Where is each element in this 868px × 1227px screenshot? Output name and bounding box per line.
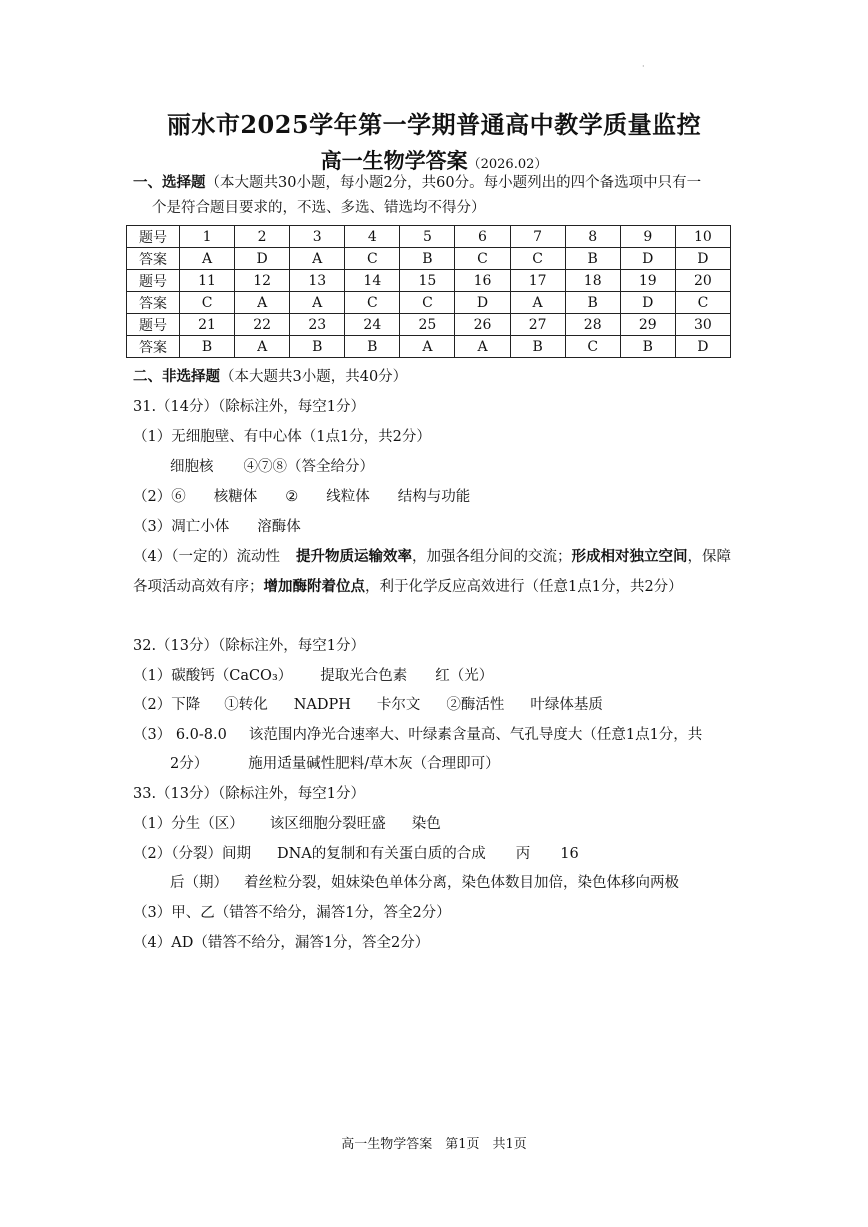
q33-part2-cont xyxy=(170,872,868,894)
row-label-answer: 答案 xyxy=(127,336,180,358)
section2-desc: （本大题共3小题，共40分） xyxy=(220,369,408,385)
row-label-question: 题号 xyxy=(127,314,180,336)
question-number-cell: 17 xyxy=(510,270,565,292)
q31-p4-g: ，利于化学反应高效进行（任意1点1分，共2分） xyxy=(365,579,683,595)
answer-cell: C xyxy=(455,248,510,270)
question-number-cell: 23 xyxy=(290,314,345,336)
q31-p4-c: ，加强各组分间的交流； xyxy=(411,549,572,565)
q33-part4: （4）AD（错答不给分，漏答1分，答全2分） xyxy=(133,935,430,951)
q33-p2e-b: 着丝粒分裂，姐妹染色单体分离，染色体数目加倍，染色体移向两极 xyxy=(244,875,679,891)
question-number-cell: 25 xyxy=(400,314,455,336)
q32-part3-cont xyxy=(170,753,868,775)
q32-p3-c: 2分） xyxy=(170,756,209,772)
q32-p3-a: （3） 6.0-8.0 xyxy=(133,727,227,743)
question-number-cell: 20 xyxy=(675,270,730,292)
question-number-cell: 10 xyxy=(675,226,730,248)
question-number-row xyxy=(127,270,731,292)
section2-intro xyxy=(133,366,853,388)
answer-cell: A xyxy=(290,248,345,270)
q32-p1-c: 红（光） xyxy=(435,668,494,684)
answer-cell: D xyxy=(235,248,290,270)
q33-p2e-a: 后（期） xyxy=(170,875,228,891)
q33-p1-c: 染色 xyxy=(411,816,441,832)
q32-p2-f: 叶绿体基质 xyxy=(530,697,603,713)
q32-p2-a: （2）下降 xyxy=(133,697,201,713)
q32-part1 xyxy=(133,665,853,687)
section1-desc-line2: 个是符合题目要求的，不选、多选、错选均不得分） xyxy=(152,200,486,216)
q32-p3-b: 该范围内净光合速率大、叶绿素含量高、气孔导度大（任意1点1分，共 xyxy=(248,727,703,743)
question-number-cell: 1 xyxy=(180,226,235,248)
section1-heading: 一、选择题 xyxy=(133,174,206,191)
question-number-row xyxy=(127,314,731,336)
answer-cell: C xyxy=(180,292,235,314)
section2-heading: 二、非选择题 xyxy=(133,368,220,385)
answer-cell: A xyxy=(290,292,345,314)
q33-header: 33.（13分）（除标注外，每空1分） xyxy=(133,786,365,802)
answer-cell: D xyxy=(675,248,730,270)
q31-p2-a: （2）⑥ xyxy=(133,489,186,505)
q31-part1-answers xyxy=(170,456,868,478)
q31-p4-d: 形成相对独立空间 xyxy=(571,548,688,565)
q33-p1-b: 该区细胞分裂旺盛 xyxy=(269,816,386,832)
question-number-cell: 6 xyxy=(455,226,510,248)
q31-header: 31.（14分）（除标注外，每空1分） xyxy=(133,399,365,415)
question-number-cell: 5 xyxy=(400,226,455,248)
question-number-cell: 27 xyxy=(510,314,565,336)
q32-p1-a: （1）碳酸钙（CaCO₃） xyxy=(133,668,293,684)
answer-cell: C xyxy=(345,292,400,314)
answer-cell: D xyxy=(675,336,730,358)
question-number-cell: 19 xyxy=(620,270,675,292)
q33-part1 xyxy=(133,813,853,835)
question-number-cell: 4 xyxy=(345,226,400,248)
q31-part2 xyxy=(133,486,853,508)
document-subtitle xyxy=(0,145,868,175)
question-number-cell: 22 xyxy=(235,314,290,336)
answer-cell: A xyxy=(180,248,235,270)
question-number-cell: 28 xyxy=(565,314,620,336)
q33-p1-a: （1）分生（区） xyxy=(133,816,244,832)
answer-cell: B xyxy=(180,336,235,358)
q32-part3 xyxy=(133,724,853,746)
q31-p2-e: 结构与功能 xyxy=(397,489,471,505)
row-label-answer: 答案 xyxy=(127,292,180,314)
question-number-row xyxy=(127,226,731,248)
q31-structures: ④⑦⑧（答全给分） xyxy=(243,459,374,475)
question-number-cell: 8 xyxy=(565,226,620,248)
answer-cell: C xyxy=(565,336,620,358)
question-number-cell: 7 xyxy=(510,226,565,248)
q31-p4-b: 提升物质运输效率 xyxy=(295,548,412,565)
question-number-cell: 26 xyxy=(455,314,510,336)
answer-cell: A xyxy=(235,292,290,314)
subtitle-text: 高一生物学答案 xyxy=(320,148,468,173)
section1-intro xyxy=(133,172,853,194)
answer-cell: B xyxy=(345,336,400,358)
answer-row xyxy=(127,248,731,270)
answer-cell: C xyxy=(675,292,730,314)
answer-cell: B xyxy=(400,248,455,270)
q31-p2-b: 核糖体 xyxy=(213,489,258,505)
answer-cell: B xyxy=(565,292,620,314)
row-label-question: 题号 xyxy=(127,226,180,248)
q31-p4-f: 增加酶附着位点 xyxy=(263,578,365,595)
answer-cell: D xyxy=(620,292,675,314)
q32-header: 32.（13分）（除标注外，每空1分） xyxy=(133,638,365,654)
answer-cell: C xyxy=(510,248,565,270)
question-number-cell: 12 xyxy=(235,270,290,292)
answer-cell: B xyxy=(620,336,675,358)
question-number-cell: 21 xyxy=(180,314,235,336)
q33-part3: （3）甲、乙（错答不给分，漏答1分，答全2分） xyxy=(133,905,451,921)
question-number-cell: 2 xyxy=(235,226,290,248)
q31-part3 xyxy=(133,516,853,538)
page-footer: 高一生物学答案 第1页 共1页 xyxy=(341,1137,527,1152)
scan-dot: · xyxy=(642,62,645,71)
q31-nucleus: 细胞核 xyxy=(170,459,214,475)
question-number-cell: 30 xyxy=(675,314,730,336)
answer-cell: C xyxy=(345,248,400,270)
q32-p2-d: 卡尔文 xyxy=(376,697,421,713)
q31-p4-a: （4）（一定的）流动性 xyxy=(133,549,280,565)
answer-cell: B xyxy=(290,336,345,358)
q32-p1-b: 提取光合色素 xyxy=(320,668,408,684)
q33-p2-a: （2）（分裂）间期 xyxy=(133,846,251,862)
answer-cell: D xyxy=(620,248,675,270)
question-number-cell: 29 xyxy=(620,314,675,336)
q33-part2 xyxy=(133,843,853,865)
row-label-answer: 答案 xyxy=(127,248,180,270)
q32-part2 xyxy=(133,694,853,716)
question-number-cell: 13 xyxy=(290,270,345,292)
q31-p2-d: 线粒体 xyxy=(326,489,370,505)
q32-p3-d: 施用适量碱性肥料/草木灰（合理即可） xyxy=(248,756,500,772)
row-label-question: 题号 xyxy=(127,270,180,292)
answer-row xyxy=(127,336,731,358)
q31-p3-a: （3）凋亡小体 xyxy=(133,519,230,535)
question-number-cell: 16 xyxy=(455,270,510,292)
answer-row xyxy=(127,292,731,314)
q31-p3-b: 溶酶体 xyxy=(257,519,301,535)
answer-cell: A xyxy=(510,292,565,314)
subtitle-date: （2026.02） xyxy=(467,157,548,172)
answer-cell: A xyxy=(455,336,510,358)
answer-cell: A xyxy=(235,336,290,358)
q31-p2-c: ② xyxy=(285,489,299,505)
answer-cell: B xyxy=(565,248,620,270)
question-number-cell: 3 xyxy=(290,226,345,248)
answer-cell: D xyxy=(455,292,510,314)
q32-p2-b: ①转化 xyxy=(224,697,268,713)
question-number-cell: 9 xyxy=(620,226,675,248)
document-title: 丽水市2025学年第一学期普通高中教学质量监控 xyxy=(166,110,702,139)
question-number-cell: 18 xyxy=(565,270,620,292)
answer-table xyxy=(126,225,731,358)
answer-cell: C xyxy=(400,292,455,314)
question-number-cell: 11 xyxy=(180,270,235,292)
answer-cell: B xyxy=(510,336,565,358)
question-number-cell: 15 xyxy=(400,270,455,292)
answer-cell: A xyxy=(400,336,455,358)
section1-desc-line1: （本大题共30小题，每小题2分，共60分。每小题列出的四个备选项中只有一 xyxy=(205,175,702,191)
q32-p2-e: ②酶活性 xyxy=(446,697,505,713)
q33-p2-d: 16 xyxy=(560,846,579,862)
q31-p4-e: ，保障各项活动高效有序； xyxy=(133,549,731,595)
question-number-cell: 14 xyxy=(345,270,400,292)
q33-p2-b: DNA的复制和有关蛋白质的合成 xyxy=(276,846,486,862)
q33-p2-c: 丙 xyxy=(515,846,531,862)
question-number-cell: 24 xyxy=(345,314,400,336)
q31-part4 xyxy=(133,542,738,602)
q31-part1: （1）无细胞壁、有中心体（1点1分，共2分） xyxy=(133,429,431,445)
q32-p2-c: NADPH xyxy=(293,697,351,713)
